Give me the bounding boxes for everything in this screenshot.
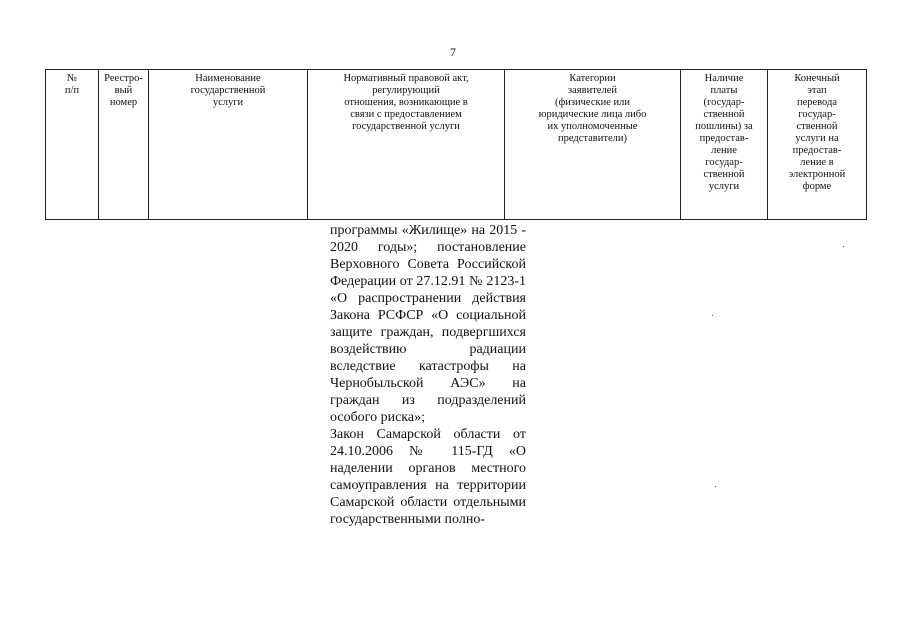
column-header-applicant-categories: Категории заявителей (физические или юридические лица либо их уполномоченные представители) — [505, 70, 681, 220]
page-number: 7 — [450, 45, 456, 59]
legal-act-paragraph: Закон Самарской области от 24.10.2006 № 115-ГД «О наделении органов местного самоуправления на территории Самарской области отдельными государственными полно- — [330, 427, 526, 527]
column-header-number: № п/п — [46, 70, 99, 220]
scan-speck — [715, 486, 716, 487]
services-table-header — [45, 69, 867, 220]
table-header-row — [46, 70, 867, 220]
legal-act-continuation — [330, 222, 526, 528]
scan-speck — [843, 246, 844, 247]
column-header-electronic-stage: Конечный этап перевода государ- ственной услуги на предостав- ление в электронной форме — [768, 70, 867, 220]
column-header-service-name: Наименование государственной услуги — [149, 70, 308, 220]
column-header-legal-act: Нормативный правовой акт, регулирующий отношения, возникающие в связи с предоставлением государственной услуги — [308, 70, 505, 220]
scan-speck — [712, 315, 713, 316]
column-header-fee: Наличие платы (государ- ственной пошлины) за предостав- ление государ- ственной услуги — [681, 70, 768, 220]
column-header-registry-number: Реестро- вый номер — [99, 70, 149, 220]
legal-act-paragraph: программы «Жилище» на 2015 - 2020 годы»; постановление Верховного Совета Российской Федерации от 27.12.91 № 2123-1 «О распространении действия Закона РСФСР «О социальной защите граждан, подвергшихся воздействию радиации вследствие катастрофы на Чернобыльской АЭС» на граждан из подразделений особого риска»; — [330, 223, 526, 425]
